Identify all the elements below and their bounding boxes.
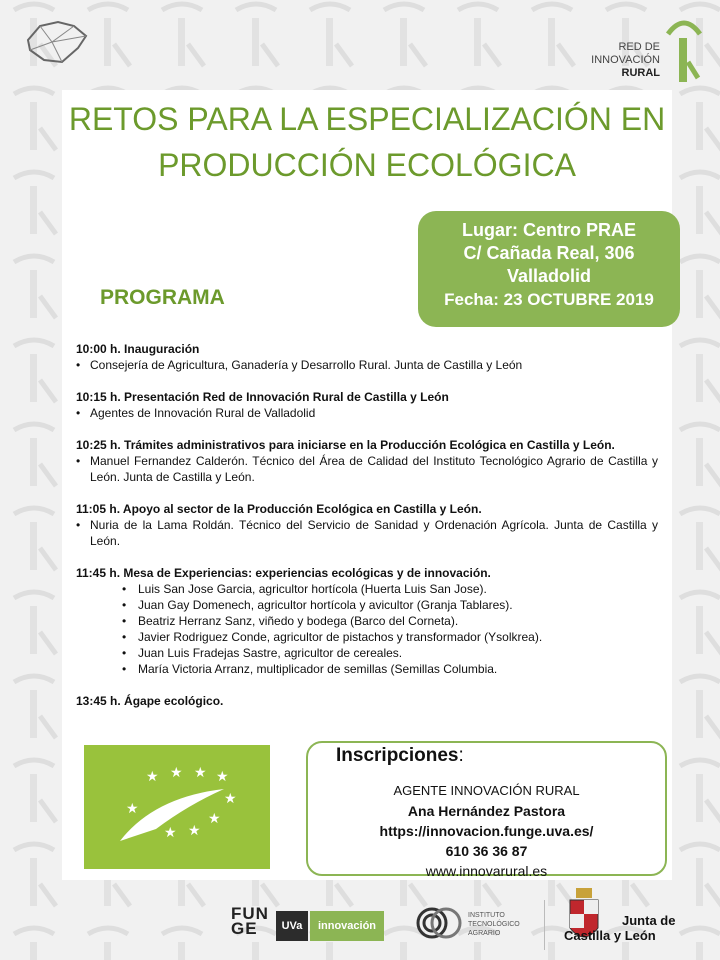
red-logo-line2: INNOVACIÓN <box>591 54 660 66</box>
venue-ciudad: Valladolid <box>506 266 592 286</box>
inscripciones-heading: Inscripciones: <box>336 745 464 766</box>
title-line-2: PRODUCCIÓN ECOLÓGICA <box>158 147 576 183</box>
session-heading: 10:25 h. Trámites administrativos para iniciarse en la Producción Ecológica en Castilla y León. <box>76 438 615 452</box>
inscripciones-url[interactable]: https://innovacion.funge.uva.es/ <box>379 823 594 839</box>
red-logo-line3: RURAL <box>621 67 660 79</box>
red-logo-line1: RED DE <box>618 41 660 53</box>
session-heading: 11:05 h. Apoyo al sector de la Producción Ecológica en Castilla y León. <box>76 502 482 516</box>
program-session <box>76 389 658 421</box>
program-session <box>76 565 658 677</box>
program-sessions <box>76 341 658 725</box>
funge-logo: FUN GE <box>231 904 269 938</box>
svg-text:★: ★ <box>126 801 139 817</box>
inscripciones-agente: AGENTE INNOVACIÓN RURAL <box>393 783 580 798</box>
svg-text:★: ★ <box>170 765 183 781</box>
session-heading: 13:45 h. Ágape ecológico. <box>76 694 224 708</box>
program-session <box>76 693 658 709</box>
svg-text:★: ★ <box>164 825 177 841</box>
inscripciones-web[interactable]: www.innovarural.es <box>425 863 548 879</box>
session-item: • Juan Luis Fradejas Sastre, agricultor de cereales. <box>76 645 658 661</box>
venue-lugar: Lugar: Centro PRAE <box>461 220 636 240</box>
innovacion-logo: innovación <box>310 911 384 941</box>
session-item: • Luis San Jose Garcia, agricultor hortícola (Huerta Luis San Jose). <box>76 581 658 597</box>
session-item: • María Victoria Arranz, multiplicador de semillas (Semillas Columbia. <box>76 661 658 677</box>
session-item: • Nuria de la Lama Roldán. Técnico del Servicio de Sanidad y Ordenación Agrícola. Junta de Castilla y León. <box>76 517 658 549</box>
venue-fecha: Fecha: 23 OCTUBRE 2019 <box>444 290 654 309</box>
program-session <box>76 341 658 373</box>
title-line-1: RETOS PARA LA ESPECIALIZACIÓN EN <box>68 101 666 137</box>
page-title <box>62 96 672 188</box>
inscripciones-box <box>306 741 667 879</box>
footer-divider <box>544 900 545 950</box>
venue-direccion: C/ Cañada Real, 306 <box>463 243 635 263</box>
programa-heading: PROGRAMA <box>100 286 225 309</box>
svg-text:★: ★ <box>146 769 159 785</box>
session-heading: 10:15 h. Presentación Red de Innovación Rural de Castilla y León <box>76 390 449 404</box>
svg-text:★: ★ <box>224 791 237 807</box>
session-item: • Manuel Fernandez Calderón. Técnico del Área de Calidad del Instituto Tecnológico Agrario de Castilla y León. Junta de Castilla y León. <box>76 453 658 485</box>
session-item: • Juan Gay Domenech, agricultor hortícola y avicultor (Granja Tablares). <box>76 597 658 613</box>
svg-text:★: ★ <box>216 769 229 785</box>
session-item: • Consejería de Agricultura, Ganadería y Desarrollo Rural. Junta de Castilla y León <box>76 357 658 373</box>
itacyl-logo-icon <box>414 905 464 941</box>
session-item: • Beatriz Herranz Sanz, viñedo y bodega (Barco del Corneta). <box>76 613 658 629</box>
junta-castilla-leon-text: Junta de Castilla y León <box>564 913 676 943</box>
eu-organic-leaf-logo <box>84 745 270 869</box>
inscripciones-nombre: Ana Hernández Pastora <box>407 803 566 819</box>
red-logo-mark-icon <box>664 12 704 92</box>
red-innovacion-rural-logo <box>588 12 706 94</box>
svg-text:★: ★ <box>208 811 221 827</box>
castilla-leon-map-icon <box>22 18 90 66</box>
session-heading: 11:45 h. Mesa de Experiencias: experiencias ecológicas y de innovación. <box>76 566 491 580</box>
session-heading: 10:00 h. Inauguración <box>76 342 200 356</box>
svg-text:★: ★ <box>188 823 201 839</box>
inscripciones-telefono: 610 36 36 87 <box>445 843 528 859</box>
venue-box <box>418 211 680 327</box>
uva-logo: UVa <box>276 911 308 941</box>
session-item: • Javier Rodriguez Conde, agricultor de pistachos y transformador (Ysolkrea). <box>76 629 658 645</box>
session-item: • Agentes de Innovación Rural de Valladolid <box>76 405 658 421</box>
svg-text:★: ★ <box>194 765 207 781</box>
program-session <box>76 501 658 549</box>
itacyl-text: INSTITUTO TECNOLÓGICO AGRARIO <box>468 912 520 937</box>
program-session <box>76 437 658 485</box>
